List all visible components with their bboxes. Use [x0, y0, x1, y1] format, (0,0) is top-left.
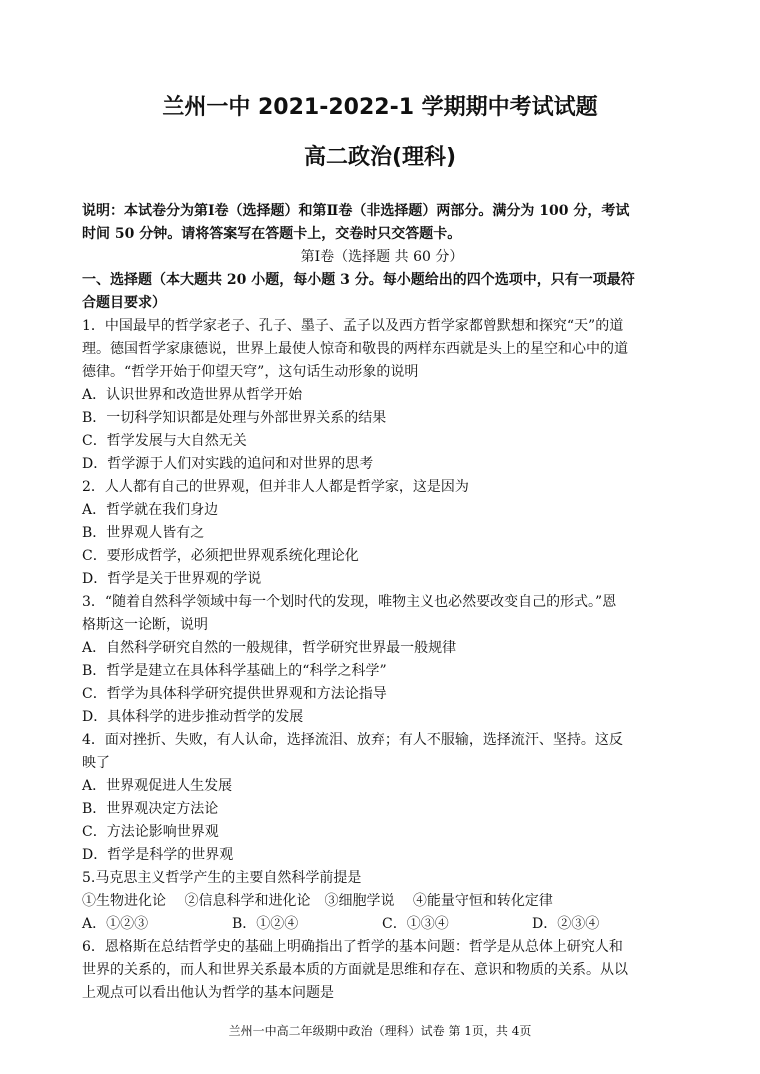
option-a: A．哲学就在我们身边: [82, 502, 219, 518]
option-d: D．②③④: [532, 916, 600, 932]
option-c: C．哲学为具体科学研究提供世界观和方法论指导: [82, 686, 387, 702]
question-stem: 上观点可以看出他认为哲学的基本问题是: [82, 985, 334, 1001]
option-b: B．世界观决定方法论: [82, 801, 219, 817]
option-b: B．哲学是建立在具体科学基础上的“科学之科学”: [82, 663, 387, 679]
option-c: C．要形成哲学，必须把世界观系统化理论化: [82, 548, 359, 564]
part-title: 第Ⅰ卷（选择题 共 60 分）: [300, 249, 464, 265]
question-2: [82, 476, 682, 591]
question-6: [82, 936, 682, 1005]
option-a: A．世界观促进人生发展: [82, 778, 233, 794]
section-heading: 一、选择题（本大题共 20 小题，每小题 3 分。每小题给出的四个选项中，只有一项最符: [82, 272, 635, 288]
question-stem: 3．“随着自然科学领域中每一个划时代的发现，唯物主义也必然要改变自己的形式。”恩: [82, 594, 617, 610]
instructions-line: 说明：本试卷分为第Ⅰ卷（选择题）和第Ⅱ卷（非选择题）两部分。满分为 100 分，考试: [82, 203, 630, 219]
option-d: D．具体科学的进步推动哲学的发展: [82, 709, 304, 725]
question-items: ①生物进化论 ②信息科学和进化论 ③细胞学说 ④能量守恒和转化定律: [82, 893, 553, 909]
question-3: [82, 591, 682, 729]
question-stem: 理。德国哲学家康德说，世界上最使人惊奇和敬畏的两样东西就是头上的星空和心中的道: [82, 341, 628, 357]
option-a: A．认识世界和改造世界从哲学开始: [82, 387, 303, 403]
option-b: B．①②④: [232, 916, 299, 932]
question-stem: 4．面对挫折、失败，有人认命，选择流泪、放弃；有人不服输，选择流汗、坚持。这反: [82, 732, 623, 748]
option-b: B．世界观人皆有之: [82, 525, 205, 541]
option-a: A．①②③: [82, 916, 149, 932]
exam-content: [82, 200, 682, 1005]
instructions-line: 时间 50 分钟。请将答案写在答题卡上，交卷时只交答题卡。: [82, 226, 462, 242]
exam-title: 兰州一中 2021-2022-1 学期期中考试试题: [162, 95, 598, 120]
question-stem: 德律。“哲学开始于仰望天穹”，这句话生动形象的说明: [82, 364, 419, 380]
question-stem: 5.马克思主义哲学产生的主要自然科学前提是: [82, 870, 362, 886]
question-stem: 世界的关系的，而人和世界关系最本质的方面就是思维和存在、意识和物质的关系。从以: [82, 962, 628, 978]
option-c: C．①③④: [382, 916, 449, 932]
question-4: [82, 729, 682, 867]
option-a: A．自然科学研究自然的一般规律，哲学研究世界最一般规律: [82, 640, 457, 656]
question-stem: 6．恩格斯在总结哲学史的基础上明确指出了哲学的基本问题：哲学是从总体上研究人和: [82, 939, 623, 955]
question-1: [82, 315, 682, 476]
options-row: [82, 913, 682, 936]
option-c: C．哲学发展与大自然无关: [82, 433, 247, 449]
question-5: [82, 867, 682, 936]
option-d: D．哲学是关于世界观的学说: [82, 571, 262, 587]
option-b: B．一切科学知识都是处理与外部世界关系的结果: [82, 410, 387, 426]
option-d: D．哲学是科学的世界观: [82, 847, 234, 863]
question-stem: 格斯这一论断，说明: [82, 617, 208, 633]
question-stem: 映了: [82, 755, 110, 771]
option-d: D．哲学源于人们对实践的追问和对世界的思考: [82, 456, 374, 472]
exam-subtitle: 高二政治(理科): [303, 145, 457, 170]
page-footer: 兰州一中高二年级期中政治（理科）试卷 第 1页，共 4页: [228, 1024, 532, 1038]
question-stem: 1．中国最早的哲学家老子、孔子、墨子、孟子以及西方哲学家都曾默想和探究“天”的道: [82, 318, 624, 334]
section-heading: 合题目要求）: [82, 295, 166, 311]
option-c: C．方法论影响世界观: [82, 824, 219, 840]
question-stem: 2．人人都有自己的世界观，但并非人人都是哲学家，这是因为: [82, 479, 469, 495]
